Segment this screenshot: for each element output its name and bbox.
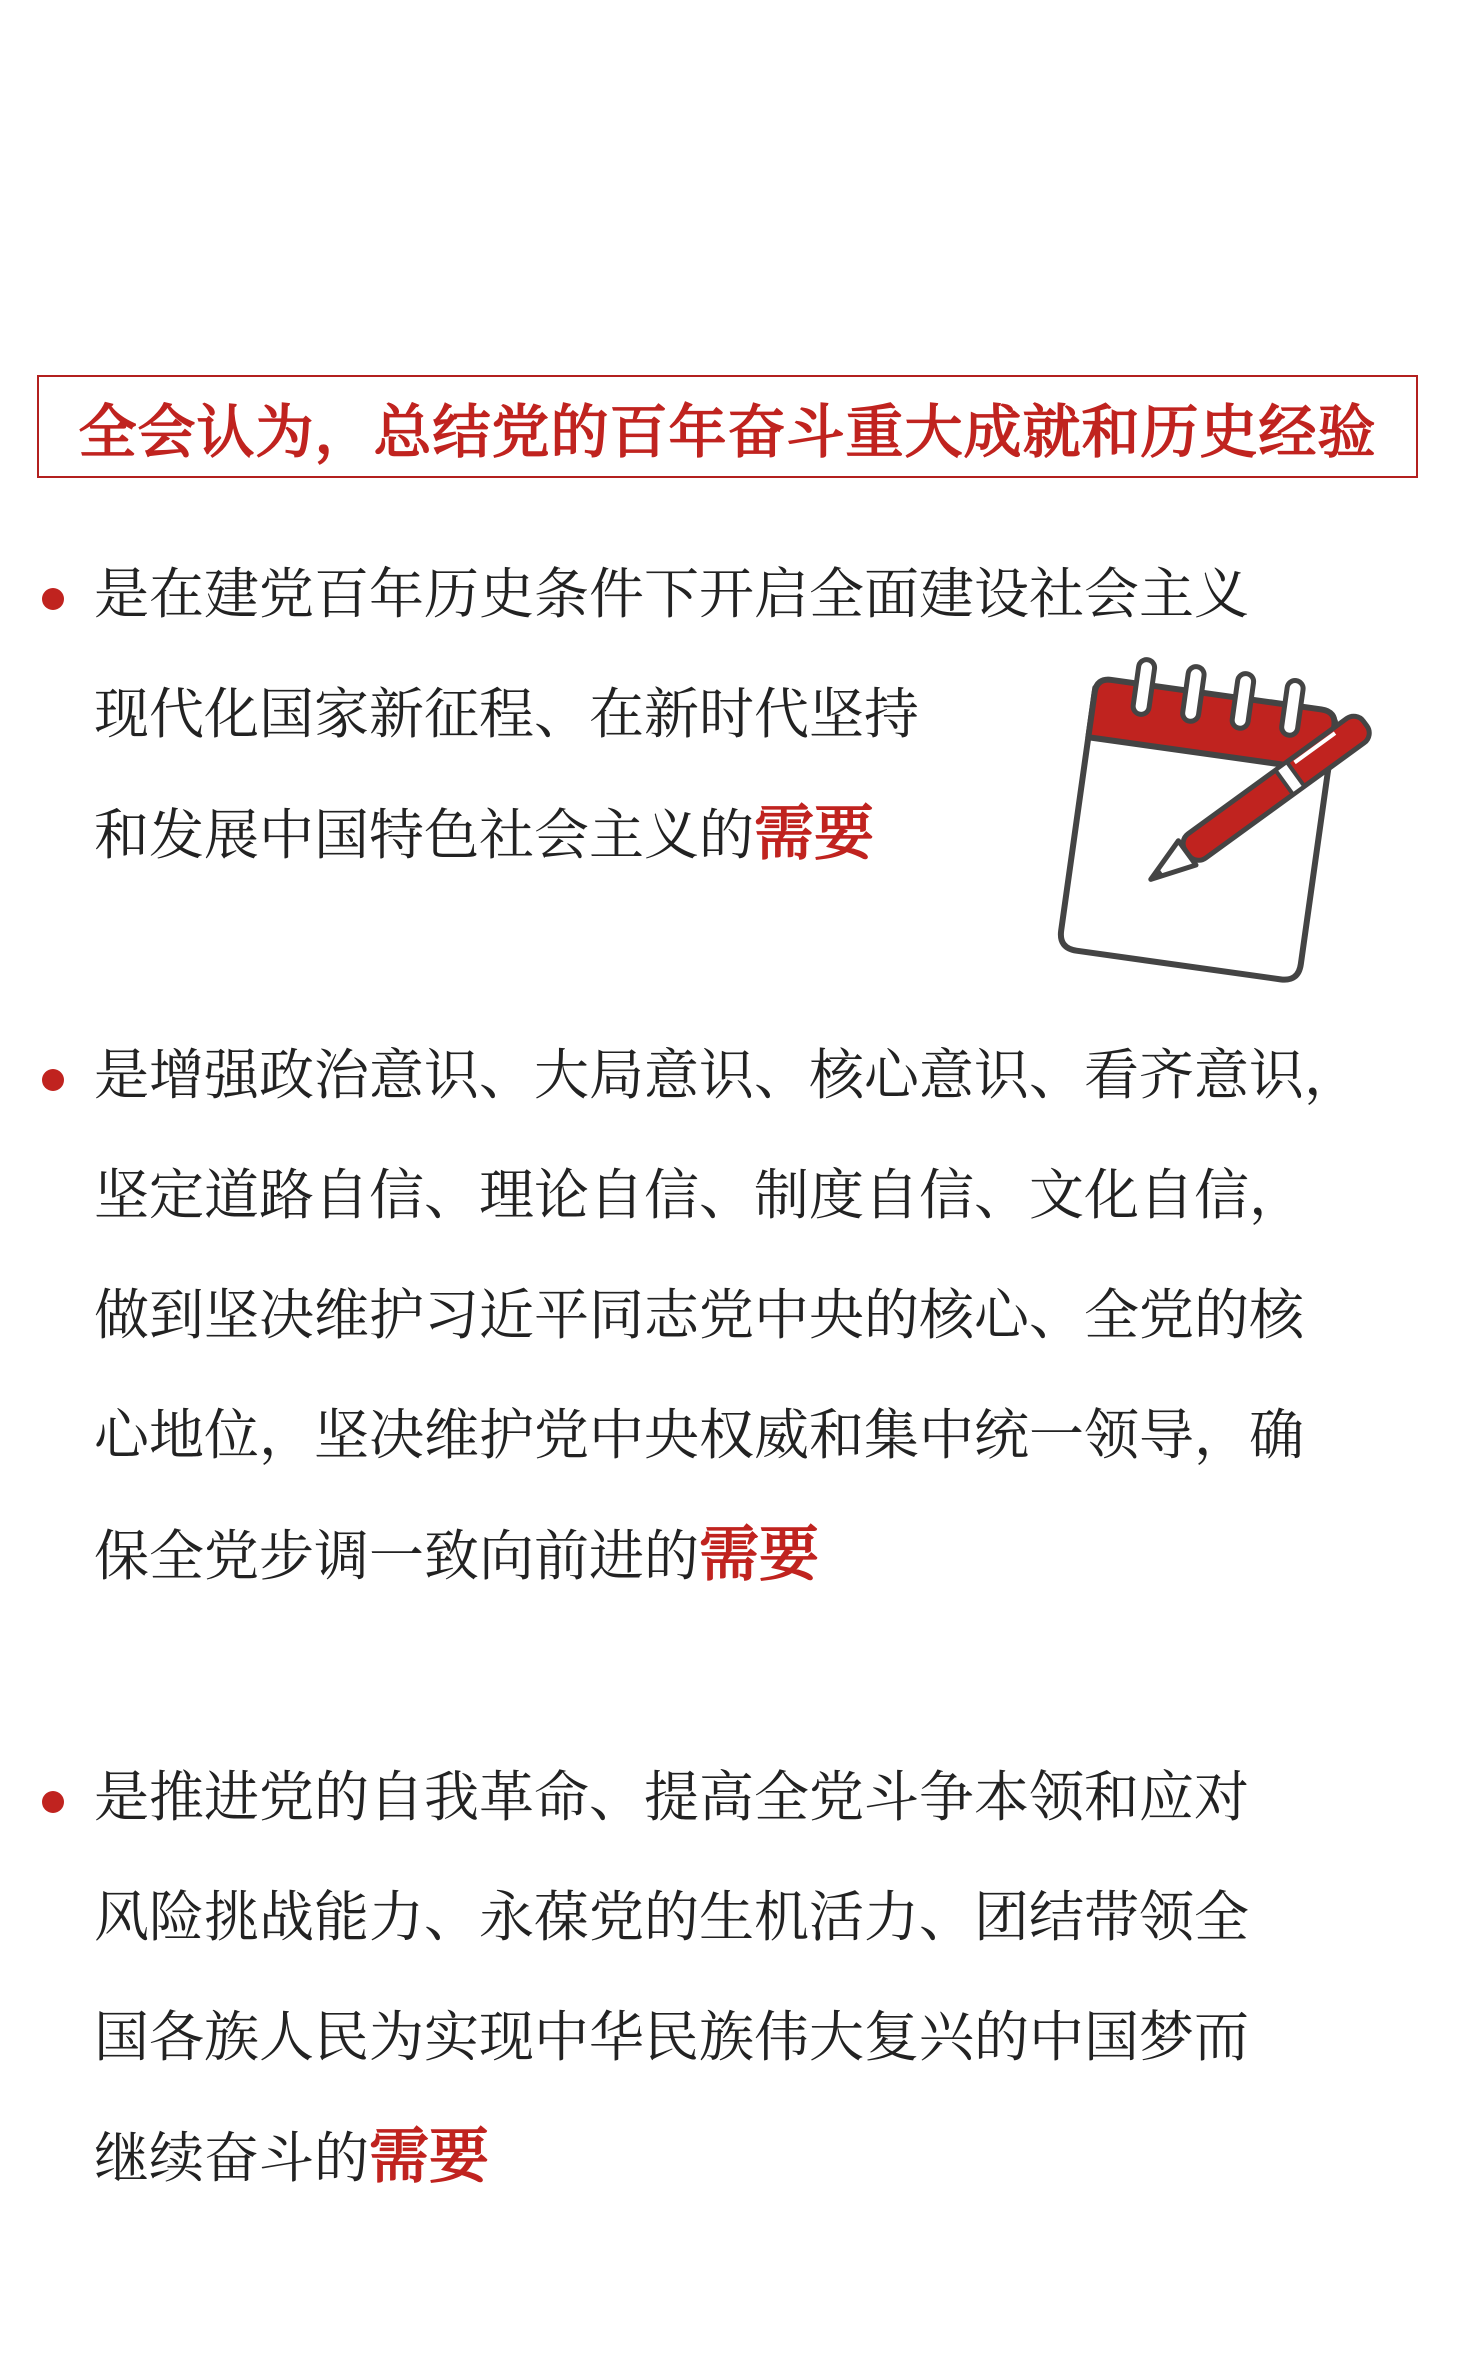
bullet-line: 是在建党百年历史条件下开启全面建设社会主义 — [94, 562, 1250, 626]
header-box — [37, 375, 1418, 478]
bullet-dot-icon — [42, 1791, 64, 1813]
bullet-dot-icon — [42, 588, 64, 610]
bullet-line: 保全党步调一致向前进的需要 — [94, 1520, 820, 1590]
bullet-line: 是增强政治意识、大局意识、核心意识、看齐意识， — [94, 1043, 1360, 1107]
bullet-text — [94, 1737, 1249, 2217]
emphasis-text: 需要 — [754, 799, 875, 869]
header-title: 全会认为，总结党的百年奋斗重大成就和历史经验 — [78, 397, 1377, 466]
bullet-line: 做到坚决维护习近平同志党中央的核心、全党的核 — [94, 1283, 1305, 1347]
bullet-line: 国各族人民为实现中华民族伟大复兴的中国梦而 — [94, 2005, 1250, 2069]
bullet-line: 坚定道路自信、理论自信、制度自信、文化自信， — [94, 1163, 1305, 1227]
bullet-line: 现代化国家新征程、在新时代坚持 — [94, 682, 920, 746]
emphasis-text: 需要 — [369, 2122, 490, 2192]
bullet-line: 是推进党的自我革命、提高全党斗争本领和应对 — [94, 1765, 1250, 1829]
bullet-line: 心地位，坚决维护党中央权威和集中统一领导，确 — [94, 1403, 1305, 1467]
bullet-dot-icon — [42, 1069, 64, 1091]
emphasis-text: 需要 — [699, 1520, 820, 1590]
bullet-line: 和发展中国特色社会主义的需要 — [94, 799, 875, 869]
notepad-pen-icon — [1030, 650, 1400, 990]
bullet-line: 继续奋斗的需要 — [94, 2122, 490, 2192]
bullet-line: 风险挑战能力、永葆党的生机活力、团结带领全 — [94, 1885, 1250, 1949]
bullet-text — [94, 1015, 1359, 1615]
